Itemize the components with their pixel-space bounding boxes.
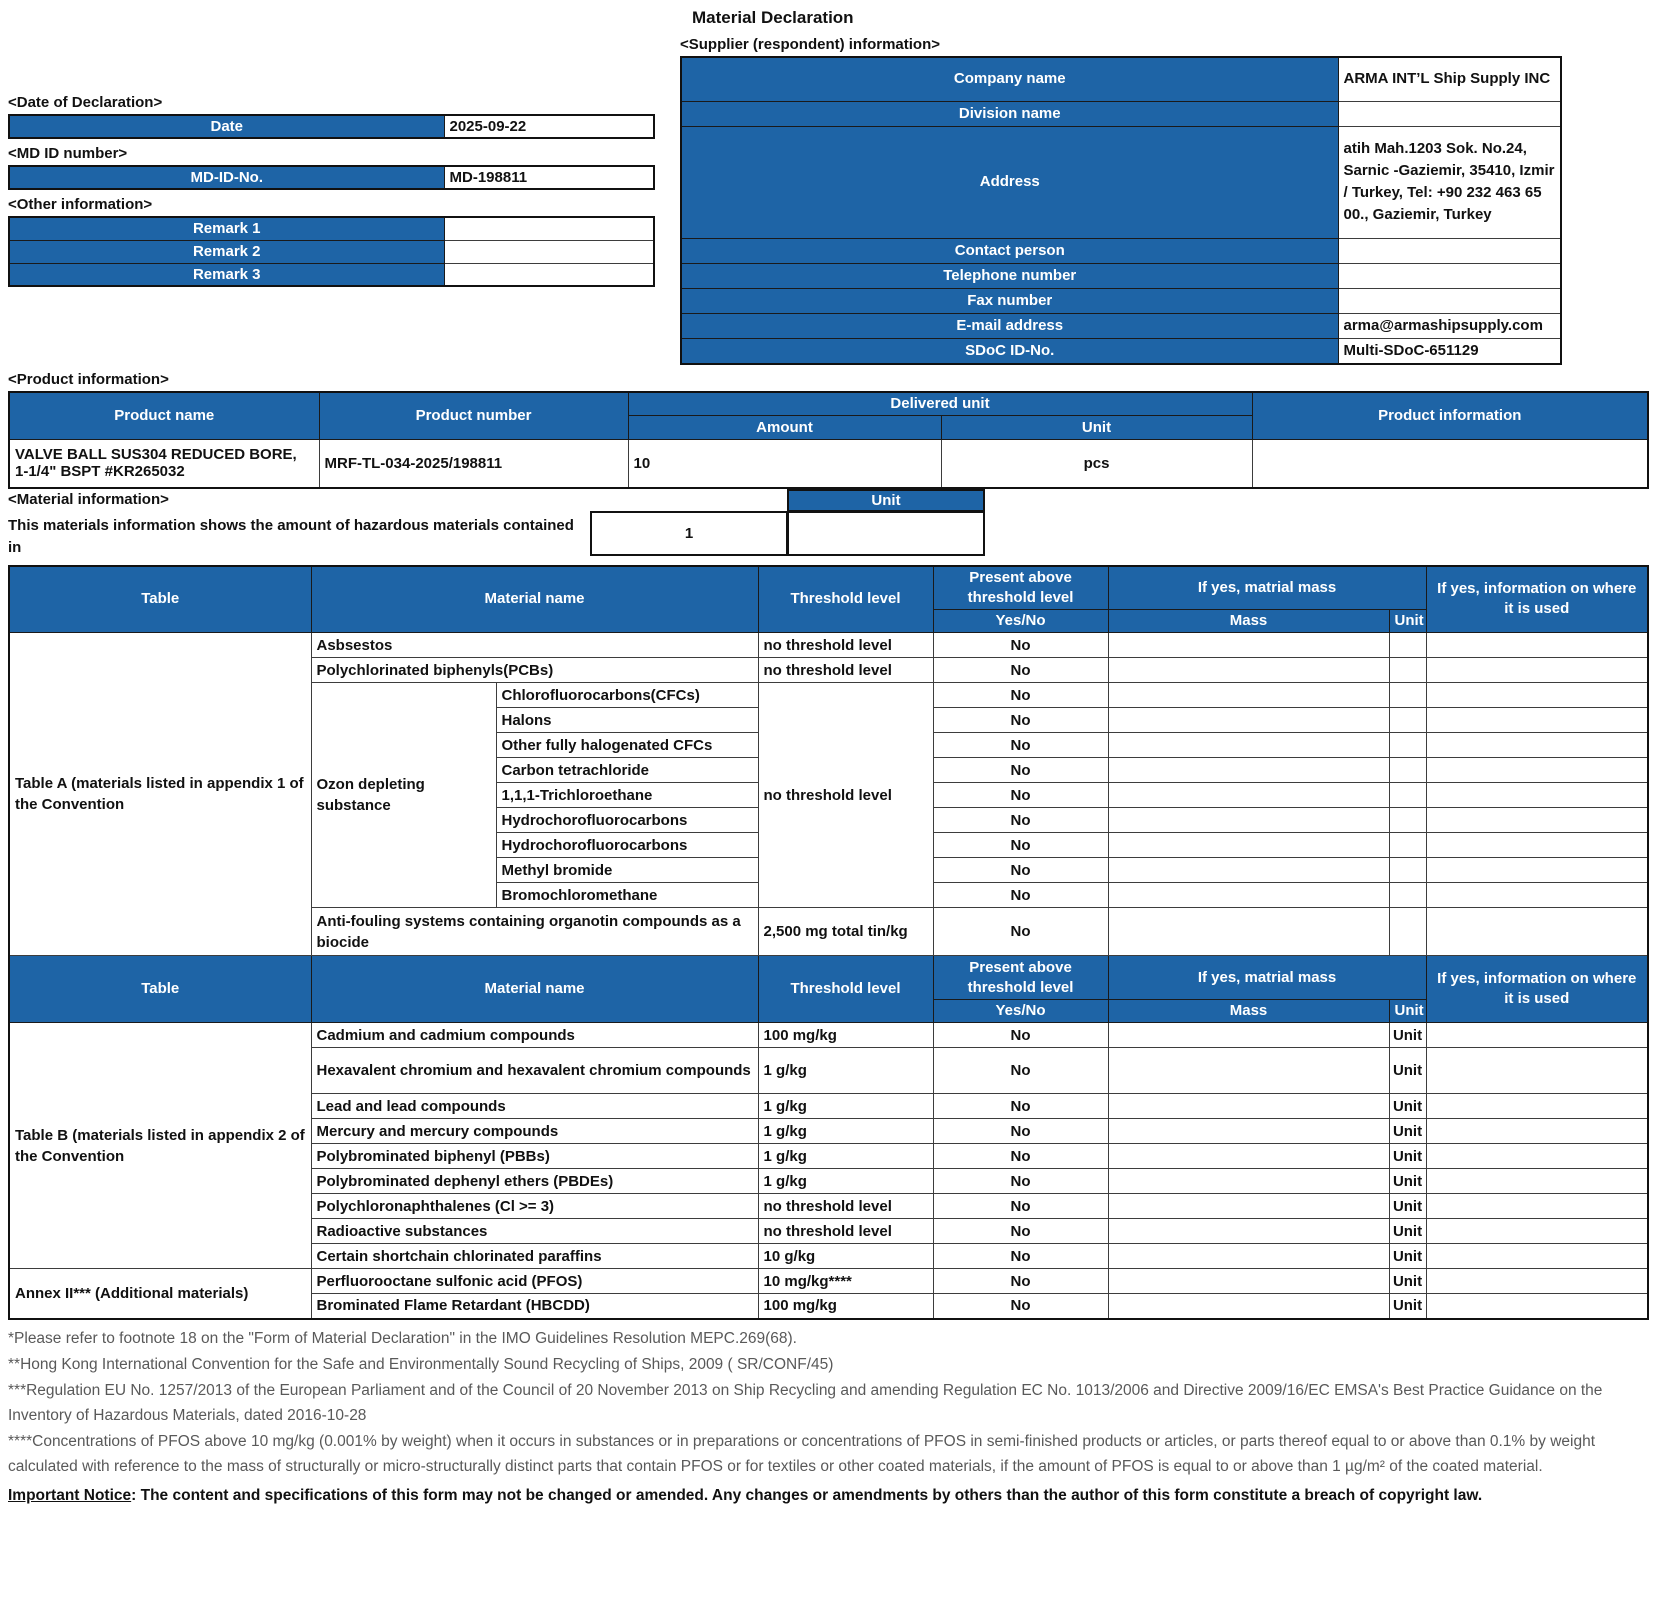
unit-cell: Unit — [1389, 1219, 1426, 1244]
where-used-cell — [1426, 1094, 1648, 1119]
where-used-cell — [1426, 733, 1648, 758]
fax-value — [1338, 288, 1561, 313]
company-name-value: ARMA INT’L Ship Supply INC — [1338, 57, 1561, 101]
remark-1-label: Remark 1 — [9, 217, 444, 240]
material-name-cell: Other fully halogenated CFCs — [496, 733, 758, 758]
mass-cell — [1108, 1194, 1389, 1219]
table-b-label: Table B (materials listed in appendix 2 of the Convention — [9, 1023, 311, 1269]
date-label: Date — [9, 115, 444, 138]
threshold-cell: no threshold level — [758, 633, 933, 658]
important-notice-label: Important Notice — [8, 1486, 132, 1504]
where-used-cell — [1426, 858, 1648, 883]
amount-header: Amount — [628, 416, 941, 440]
ozone-group-label: Ozon depleting substance — [311, 683, 496, 908]
address-value: atih Mah.1203 Sok. No.24, Sarnic -Gaziemir, 35410, Izmir / Turkey, Tel: +90 232 463 65 00., Gaziemir, Turkey — [1338, 126, 1561, 238]
sdoc-id-label: SDoC ID-No. — [681, 338, 1338, 364]
material-mass-header: If yes, matrial mass — [1108, 566, 1426, 610]
hazmat-row-cadmium — [9, 1023, 1648, 1048]
mass-cell — [1108, 1048, 1389, 1094]
table-column-header: Table — [9, 956, 311, 1023]
footnotes-section — [8, 1326, 1648, 1479]
material-name-cell: Halons — [496, 708, 758, 733]
present-cell: No — [933, 1219, 1108, 1244]
hazmat-row-asbestos — [9, 633, 1648, 658]
unit-cell — [1389, 633, 1426, 658]
unit-cell: Unit — [1389, 1244, 1426, 1269]
where-used-cell — [1426, 1194, 1648, 1219]
mass-cell — [1108, 1294, 1389, 1319]
threshold-cell: no threshold level — [758, 1219, 933, 1244]
where-used-cell — [1426, 1269, 1648, 1294]
where-used-cell — [1426, 908, 1648, 956]
present-cell: No — [933, 758, 1108, 783]
unit-cell — [1389, 658, 1426, 683]
telephone-value — [1338, 263, 1561, 288]
present-cell: No — [933, 883, 1108, 908]
mass-cell — [1108, 1094, 1389, 1119]
mass-cell — [1108, 883, 1389, 908]
product-number-value: MRF-TL-034-2025/198811 — [319, 440, 628, 488]
telephone-label: Telephone number — [681, 263, 1338, 288]
important-notice-text: : The content and specifications of this form may not be changed or amended. Any changes or amendments by others than the author of this form constitute a breach of copyright law. — [131, 1486, 1483, 1504]
address-label: Address — [681, 126, 1338, 238]
threshold-cell: 2,500 mg total tin/kg — [758, 908, 933, 956]
present-cell: No — [933, 683, 1108, 708]
mass-cell — [1108, 733, 1389, 758]
material-name-cell: Perfluorooctane sulfonic acid (PFOS) — [311, 1269, 758, 1294]
md-id-label: MD-ID-No. — [9, 166, 444, 189]
mass-cell — [1108, 708, 1389, 733]
threshold-cell: no threshold level — [758, 658, 933, 683]
threshold-cell: 1 g/kg — [758, 1144, 933, 1169]
material-name-header: Material name — [311, 956, 758, 1023]
where-used-cell — [1426, 1219, 1648, 1244]
md-id-heading: <MD ID number> — [8, 145, 128, 162]
mass-header: Mass — [1108, 610, 1389, 633]
footnote-1: *Please refer to footnote 18 on the "Form of Material Declaration" in the IMO Guidelines Resolution MEPC.269(68). — [8, 1329, 797, 1347]
where-used-cell — [1426, 1023, 1648, 1048]
present-cell: No — [933, 1269, 1108, 1294]
where-used-cell — [1426, 1244, 1648, 1269]
mass-cell — [1108, 758, 1389, 783]
material-information-note: This materials information shows the amount of hazardous materials contained in — [8, 516, 574, 556]
mass-cell — [1108, 1144, 1389, 1169]
material-amount-box: 1 — [590, 511, 788, 556]
material-name-cell: Bromochloromethane — [496, 883, 758, 908]
supplier-row — [681, 101, 1561, 126]
hazmat-header-row — [9, 566, 1648, 610]
present-cell: No — [933, 808, 1108, 833]
material-name-cell: Lead and lead compounds — [311, 1094, 758, 1119]
unit-column-header: Unit — [1389, 1000, 1426, 1023]
where-used-cell — [1426, 833, 1648, 858]
where-used-cell — [1426, 683, 1648, 708]
remark-3-value — [444, 263, 654, 286]
supplier-heading: <Supplier (respondent) information> — [680, 36, 941, 53]
hazardous-materials-table — [8, 565, 1649, 1320]
remark-row — [9, 217, 654, 240]
md-id-table — [8, 165, 655, 190]
unit-column-header: Unit — [1389, 610, 1426, 633]
product-table — [8, 391, 1649, 489]
where-used-cell — [1426, 1294, 1648, 1319]
supplier-row — [681, 338, 1561, 364]
product-name-header: Product name — [9, 392, 319, 440]
present-cell: No — [933, 708, 1108, 733]
material-name-cell: Polybrominated biphenyl (PBBs) — [311, 1144, 758, 1169]
present-cell: No — [933, 1194, 1108, 1219]
threshold-cell: 1 g/kg — [758, 1048, 933, 1094]
unit-cell — [1389, 708, 1426, 733]
fax-label: Fax number — [681, 288, 1338, 313]
mass-cell — [1108, 633, 1389, 658]
material-name-cell: Hydrochorofluorocarbons — [496, 833, 758, 858]
material-name-cell: Hexavalent chromium and hexavalent chromium compounds — [311, 1048, 758, 1094]
threshold-cell: 100 mg/kg — [758, 1294, 933, 1319]
unit-cell: Unit — [1389, 1048, 1426, 1094]
important-notice — [8, 1483, 1648, 1508]
where-used-cell — [1426, 783, 1648, 808]
where-used-cell — [1426, 1048, 1648, 1094]
present-cell: No — [933, 1023, 1108, 1048]
supplier-table — [680, 56, 1562, 365]
mass-cell — [1108, 783, 1389, 808]
footnote-4: ****Concentrations of PFOS above 10 mg/kg (0.001% by weight) when it occurs in substances or in preparations or concentrations of PFOS in semi-finished products or articles, or parts thereof equal to or above than 0.1% by weight calculated with reference to the mass of structurally or micro-structurally distinct parts that contain PFOS or for textiles or other coated materials, if the amount of PFOS is equal to or above than 1 µg/m² of the coated material. — [8, 1432, 1595, 1475]
material-name-header: Material name — [311, 566, 758, 633]
present-cell: No — [933, 1048, 1108, 1094]
unit-cell: Unit — [1389, 1294, 1426, 1319]
product-header-row — [9, 392, 1648, 416]
mass-cell — [1108, 1269, 1389, 1294]
present-cell: No — [933, 783, 1108, 808]
product-name-value: VALVE BALL SUS304 REDUCED BORE, 1-1/4" BSPT #KR265032 — [9, 440, 319, 488]
footnote-3: ***Regulation EU No. 1257/2013 of the European Parliament and of the Council of 20 November 2013 on Ship Recycling and amending Regulation EC No. 1013/2006 and Directive 2009/16/EC EMSA's Best Practice Guidance on the Inventory of Hazardous Materials, dated 2016-10-28 — [8, 1381, 1603, 1424]
remark-3-label: Remark 3 — [9, 263, 444, 286]
unit-cell — [1389, 833, 1426, 858]
mass-cell — [1108, 1244, 1389, 1269]
unit-cell — [1389, 883, 1426, 908]
threshold-cell: 100 mg/kg — [758, 1023, 933, 1048]
date-table — [8, 114, 655, 139]
material-name-cell: Certain shortchain chlorinated paraffins — [311, 1244, 758, 1269]
date-of-declaration-heading: <Date of Declaration> — [8, 94, 163, 111]
unit-cell: Unit — [1389, 1269, 1426, 1294]
threshold-cell: 1 g/kg — [758, 1169, 933, 1194]
threshold-cell: no threshold level — [758, 1194, 933, 1219]
material-name-cell: Mercury and mercury compounds — [311, 1119, 758, 1144]
mass-cell — [1108, 858, 1389, 883]
where-used-cell — [1426, 633, 1648, 658]
threshold-cell: 10 mg/kg**** — [758, 1269, 933, 1294]
present-above-header: Present above threshold level — [933, 956, 1108, 1000]
present-cell: No — [933, 833, 1108, 858]
unit-cell — [1389, 783, 1426, 808]
unit-cell: Unit — [1389, 1194, 1426, 1219]
md-id-value: MD-198811 — [444, 166, 654, 189]
where-used-cell — [1426, 1169, 1648, 1194]
material-name-cell: Polychloronaphthalenes (Cl >= 3) — [311, 1194, 758, 1219]
present-cell: No — [933, 1294, 1108, 1319]
material-name-cell: Anti-fouling systems containing organotin compounds as a biocide — [311, 908, 758, 956]
material-information-heading: <Material information> — [8, 490, 169, 508]
where-used-cell — [1426, 883, 1648, 908]
unit-cell — [1389, 683, 1426, 708]
hazmat-row-pfos — [9, 1269, 1648, 1294]
material-name-cell: Cadmium and cadmium compounds — [311, 1023, 758, 1048]
present-cell: No — [933, 908, 1108, 956]
material-name-cell: Polybrominated dephenyl ethers (PBDEs) — [311, 1169, 758, 1194]
remark-2-value — [444, 240, 654, 263]
remark-row — [9, 263, 654, 286]
present-cell: No — [933, 733, 1108, 758]
remark-2-label: Remark 2 — [9, 240, 444, 263]
product-information-heading: <Product information> — [8, 370, 169, 388]
material-name-cell: Carbon tetrachloride — [496, 758, 758, 783]
unit-cell: Unit — [1389, 1094, 1426, 1119]
date-value: 2025-09-22 — [444, 115, 654, 138]
threshold-cell: 10 g/kg — [758, 1244, 933, 1269]
mass-header: Mass — [1108, 1000, 1389, 1023]
unit-cell: Unit — [1389, 1144, 1426, 1169]
threshold-level-header: Threshold level — [758, 566, 933, 633]
product-info-header: Product information — [1252, 392, 1648, 440]
supplier-row — [681, 57, 1561, 101]
table-column-header: Table — [9, 566, 311, 633]
threshold-cell: 1 g/kg — [758, 1094, 933, 1119]
material-information-section — [8, 489, 1647, 565]
present-cell: No — [933, 1119, 1108, 1144]
remark-1-value — [444, 217, 654, 240]
where-used-cell — [1426, 808, 1648, 833]
unit-header: Unit — [941, 416, 1252, 440]
where-used-cell — [1426, 658, 1648, 683]
material-name-cell: Methyl bromide — [496, 858, 758, 883]
unit-cell: Unit — [1389, 1023, 1426, 1048]
supplier-row — [681, 288, 1561, 313]
threshold-level-header: Threshold level — [758, 956, 933, 1023]
mass-cell — [1108, 1023, 1389, 1048]
material-name-cell: Asbsestos — [311, 633, 758, 658]
declaration-id-section — [8, 0, 653, 287]
mass-cell — [1108, 683, 1389, 708]
material-name-cell: Hydrochorofluorocarbons — [496, 808, 758, 833]
supplier-row — [681, 263, 1561, 288]
supplier-row — [681, 126, 1561, 238]
division-name-value — [1338, 101, 1561, 126]
product-info-value — [1252, 440, 1648, 488]
product-unit-value: pcs — [941, 440, 1252, 488]
material-name-cell: Polychlorinated biphenyls(PCBs) — [311, 658, 758, 683]
unit-cell — [1389, 858, 1426, 883]
where-used-cell — [1426, 708, 1648, 733]
other-information-heading: <Other information> — [8, 196, 153, 213]
mass-cell — [1108, 808, 1389, 833]
division-name-label: Division name — [681, 101, 1338, 126]
mass-cell — [1108, 1169, 1389, 1194]
unit-cell — [1389, 808, 1426, 833]
present-cell: No — [933, 658, 1108, 683]
where-used-cell — [1426, 1119, 1648, 1144]
unit-cell — [1389, 733, 1426, 758]
unit-cell — [1389, 908, 1426, 956]
material-name-cell: Chlorofluorocarbons(CFCs) — [496, 683, 758, 708]
table-a-label: Table A (materials listed in appendix 1 of the Convention — [9, 633, 311, 956]
top-section — [0, 0, 1653, 365]
unit-cell: Unit — [1389, 1169, 1426, 1194]
present-above-header: Present above threshold level — [933, 566, 1108, 610]
product-amount-value: 10 — [628, 440, 941, 488]
material-name-cell: Radioactive substances — [311, 1219, 758, 1244]
where-used-header: If yes, information on where it is used — [1426, 956, 1648, 1023]
contact-person-value — [1338, 238, 1561, 263]
mass-cell — [1108, 1119, 1389, 1144]
where-used-cell — [1426, 758, 1648, 783]
mass-cell — [1108, 833, 1389, 858]
material-unit-box — [787, 511, 985, 556]
page-title: Material Declaration — [692, 8, 854, 27]
annex-label: Annex II*** (Additional materials) — [9, 1269, 311, 1319]
mass-cell — [1108, 908, 1389, 956]
email-value: arma@armashipsupply.com — [1338, 313, 1561, 338]
supplier-row — [681, 313, 1561, 338]
present-cell: No — [933, 1094, 1108, 1119]
present-cell: No — [933, 633, 1108, 658]
unit-cell — [1389, 758, 1426, 783]
hazmat-header-row — [9, 956, 1648, 1000]
threshold-cell: no threshold level — [758, 683, 933, 908]
footnote-2: **Hong Kong International Convention for the Safe and Environmentally Sound Recycling of Ships, 2009 ( SR/CONF/45) — [8, 1355, 834, 1373]
present-cell: No — [933, 1169, 1108, 1194]
where-used-header: If yes, information on where it is used — [1426, 566, 1648, 633]
unit-cell: Unit — [1389, 1119, 1426, 1144]
material-unit-header: Unit — [787, 489, 985, 512]
remark-row — [9, 240, 654, 263]
company-name-label: Company name — [681, 57, 1338, 101]
supplier-section — [680, 0, 1560, 365]
email-label: E-mail address — [681, 313, 1338, 338]
product-data-row — [9, 440, 1648, 488]
material-name-cell: Brominated Flame Retardant (HBCDD) — [311, 1294, 758, 1319]
delivered-unit-header: Delivered unit — [628, 392, 1252, 416]
threshold-cell: 1 g/kg — [758, 1119, 933, 1144]
supplier-row — [681, 238, 1561, 263]
contact-person-label: Contact person — [681, 238, 1338, 263]
material-name-cell: 1,1,1-Trichloroethane — [496, 783, 758, 808]
material-mass-header: If yes, matrial mass — [1108, 956, 1426, 1000]
remarks-table — [8, 216, 655, 287]
mass-cell — [1108, 658, 1389, 683]
present-cell: No — [933, 858, 1108, 883]
where-used-cell — [1426, 1144, 1648, 1169]
yesno-header: Yes/No — [933, 1000, 1108, 1023]
present-cell: No — [933, 1144, 1108, 1169]
product-number-header: Product number — [319, 392, 628, 440]
mass-cell — [1108, 1219, 1389, 1244]
yesno-header: Yes/No — [933, 610, 1108, 633]
sdoc-id-value: Multi-SDoC-651129 — [1338, 338, 1561, 364]
present-cell: No — [933, 1244, 1108, 1269]
